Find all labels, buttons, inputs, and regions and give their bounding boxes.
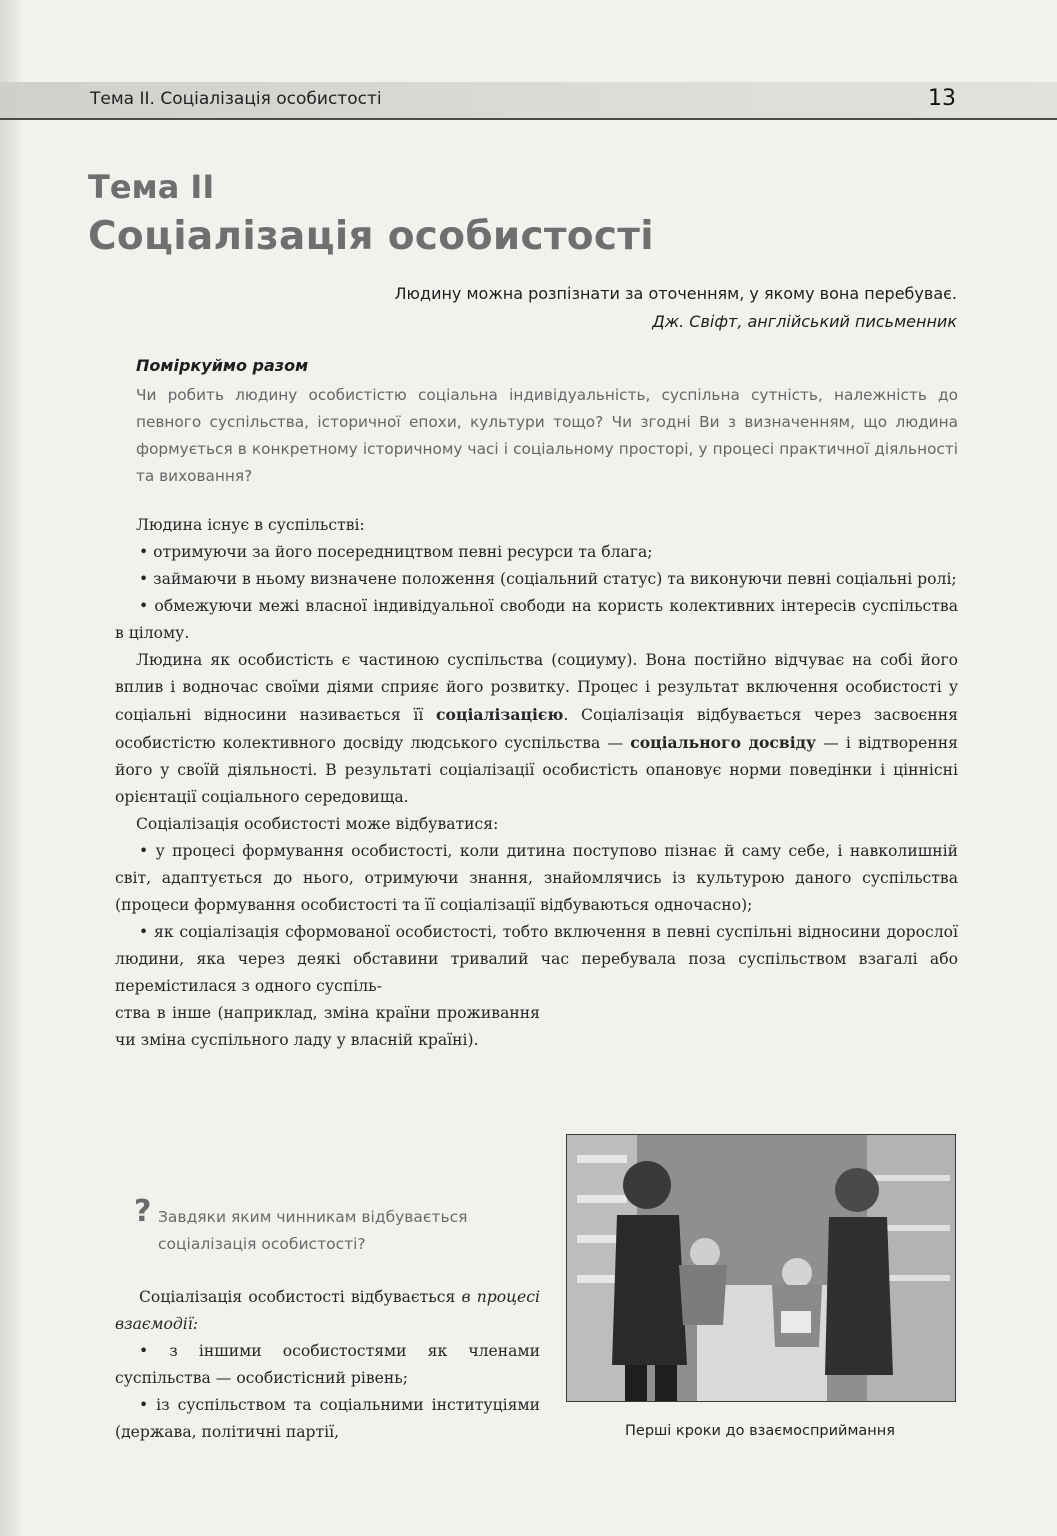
secondary-body-text bbox=[115, 1284, 540, 1446]
theme-label: Тема ІІ bbox=[88, 168, 215, 206]
photo-illustration bbox=[567, 1135, 955, 1401]
bullet-item: • у процесі формування особистості, коли дитина поступово пізнає й саму себе, і навколишній світ, адаптується до нього, отримуючи знання, знайомлячись із культурою даного суспільства (процеси формування особистості та її соціалізації відбуваються одночасно); bbox=[115, 842, 958, 914]
epigraph-quote: Людину можна розпізнати за оточенням, у якому вона перебуває. bbox=[394, 284, 957, 303]
discuss-heading: Поміркуймо разом bbox=[136, 356, 309, 375]
term-social-experience: соціального досвіду bbox=[630, 733, 817, 752]
paragraph bbox=[115, 647, 958, 811]
paragraph bbox=[115, 1284, 540, 1338]
text-run: — і відтворення його у своїй діяльності. В результаті соціалізації особистість опановує норми поведінки і ціннісні орієнтації соціального середовища. bbox=[115, 734, 959, 806]
question-line: Завдяки яким чинникам відбувається bbox=[158, 1208, 468, 1226]
text-run: . Соціалізація відбувається через засвоєння особистістю колективного досвіду людського суспільства — bbox=[115, 706, 958, 752]
bullet-item: • обмежуючи межі власної індивідуальної свободи на користь колективних інтересів суспільства в цілому. bbox=[115, 597, 958, 642]
chapter-title: Соціалізація особистості bbox=[88, 214, 654, 259]
bullet-item: • з іншими особистостями як членами суспільства — особистісний рівень; bbox=[115, 1342, 540, 1387]
question-mark-icon: ? bbox=[134, 1194, 152, 1229]
running-title: Тема ІІ. Соціалізація особистості bbox=[90, 89, 382, 109]
bullet-item: • із суспільством та соціальними інституціями (держава, політичні партії, bbox=[115, 1396, 540, 1441]
bullet-item: • отримуючи за його посередництвом певні ресурси та блага; bbox=[139, 543, 653, 561]
photo-caption: Перші кроки до взаємосприймання bbox=[625, 1423, 895, 1439]
discuss-text: Чи робить людину особистістю соціальна індивідуальність, суспільна сутність, належність до певного суспільства, історичної епохи, культури тощо? Чи згодні Ви з визначенням, що людина формується в конкретному історичному часі і соціальному просторі, у процесі практичної діяльності та виховання? bbox=[136, 386, 958, 485]
page-number: 13 bbox=[928, 86, 956, 111]
epigraph-author: Дж. Свіфт, англійський письменник bbox=[652, 312, 957, 331]
emphasis-interaction: в процесі взаємодії: bbox=[115, 1288, 540, 1333]
question-block bbox=[134, 1194, 556, 1258]
term-socialization: соціалізацією bbox=[436, 705, 564, 724]
bullet-item: • як соціалізація сформованої особистості, тобто включення в певні суспільні відносини дорослої людини, яка через деякі обставини тривалий час перебувала поза суспільством взагалі або перемістилася з одного суспіль- bbox=[115, 923, 958, 995]
bullet-item-continued: ства в інше (наприклад, зміна країни проживання чи зміна суспільного ладу у власній країні). bbox=[115, 1004, 540, 1049]
bullet-item: • займаючи в ньому визначене положення (соціальний статус) та виконуючи певні соціальні ролі; bbox=[139, 570, 957, 588]
paragraph: Людина існує в суспільстві: bbox=[136, 516, 365, 534]
paragraph: Соціалізація особистості може відбуватися: bbox=[136, 815, 499, 833]
question-line: соціалізація особистості? bbox=[158, 1235, 366, 1253]
photo-parents-with-babies bbox=[566, 1134, 956, 1402]
page-edge bbox=[0, 0, 22, 1536]
text-run: Соціалізація особистості відбувається bbox=[139, 1288, 462, 1306]
main-body-text bbox=[115, 512, 958, 1054]
text-run: Людина як особистість є частиною суспільства (социуму). Вона постійно відчуває на собі його вплив і водночас своїми діями сприяє його розвитку. Процес і результат включення особистості у соціальні відносини називається її bbox=[115, 651, 958, 724]
